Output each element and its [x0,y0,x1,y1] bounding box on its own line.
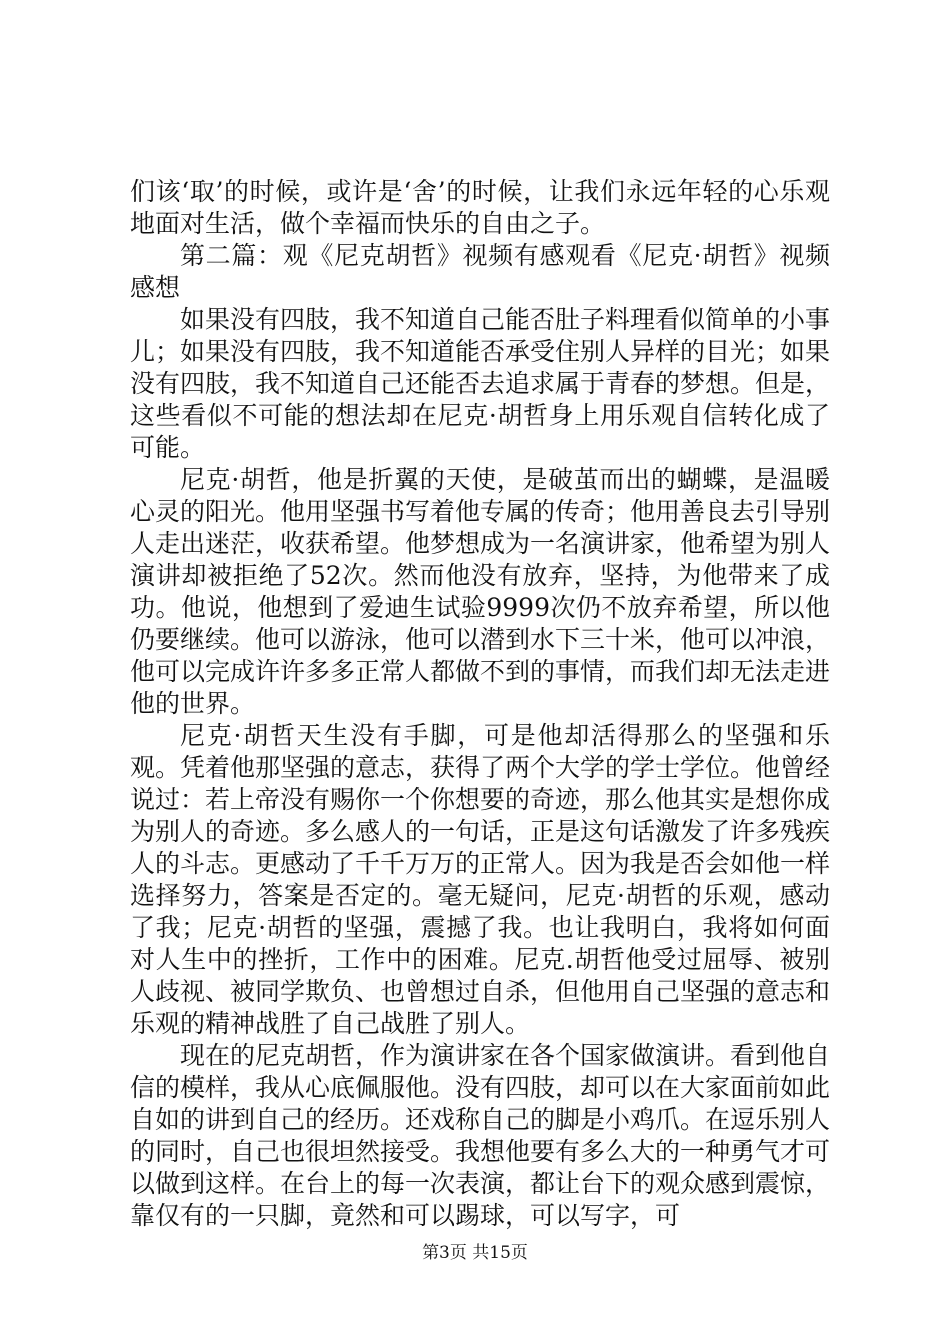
paragraph-6: 现在的尼克胡哲，作为演讲家在各个国家做演讲。看到他自信的模样，我从心底佩服他。没有四肢，却可以在大家面前如此自如的讲到自己的经历。还戏称自己的脚是小鸡爪。在逗乐别人的同时，自己也很坦然接受。我想他要有多么大的一种勇气才可以做到这样。在台上的每一次表演，都让台下的观众感到震惊，靠仅有的一只脚，竟然和可以踢球，可以写字，可 [130,1041,831,1230]
page-number-footer: 第3页 共15页 [422,1243,528,1263]
paragraph-1: 们该‘取’的时候，或许是‘舍’的时候，让我们永远年轻的心乐观地面对生活，做个幸福而快乐的自由之子。 [130,177,830,238]
paragraph-5: 尼克·胡哲天生没有手脚，可是他却活得那么的坚强和乐观。凭着他那坚强的意志，获得了两个大学的学士学位。他曾经说过：若上帝没有赐你一个你想要的奇迹，那么他其实是想你成为别人的奇迹。多么感人的一句话，正是这句话激发了许多残疾人的斗志。更感动了千千万万的正常人。因为我是否会如他一样选择努力，答案是否定的。毫无疑问，尼克·胡哲的乐观，感动了我；尼克·胡哲的坚强，震撼了我。也让我明白，我将如何面对人生中的挫折，工作中的困难。尼克.胡哲他受过屈辱、被别人歧视、被同学欺负、也曾想过自杀，但他用自己坚强的意志和乐观的精神战胜了自己战胜了别人。 [130,721,831,1038]
paragraph-2-heading: 第二篇：观《尼克胡哲》视频有感观看《尼克·胡哲》视频感想 [130,241,830,302]
paragraph-3: 如果没有四肢，我不知道自己能否肚子料理看似简单的小事儿；如果没有四肢，我不知道能否承受住别人异样的目光；如果没有四肢，我不知道自己还能否去追求属于青春的梦想。但是，这些看似不可能的想法却在尼克·胡哲身上用乐观自信转化成了可能。 [130,305,831,462]
document-body [130,176,830,1232]
paragraph-4: 尼克·胡哲，他是折翼的天使，是破茧而出的蝴蝶，是温暖心灵的阳光。他用坚强书写着他专属的传奇；他用善良去引导别人走出迷茫，收获希望。他梦想成为一名演讲家，他希望为别人演讲却被拒绝了52次。然而他没有放弃，坚持，为他带来了成功。他说，他想到了爱迪生试验9999次仍不放弃希望，所以他仍要继续。他可以游泳，他可以潜到水下三十米，他可以冲浪，他可以完成许许多多正常人都做不到的事情，而我们却无法走进他的世界。 [130,465,831,718]
